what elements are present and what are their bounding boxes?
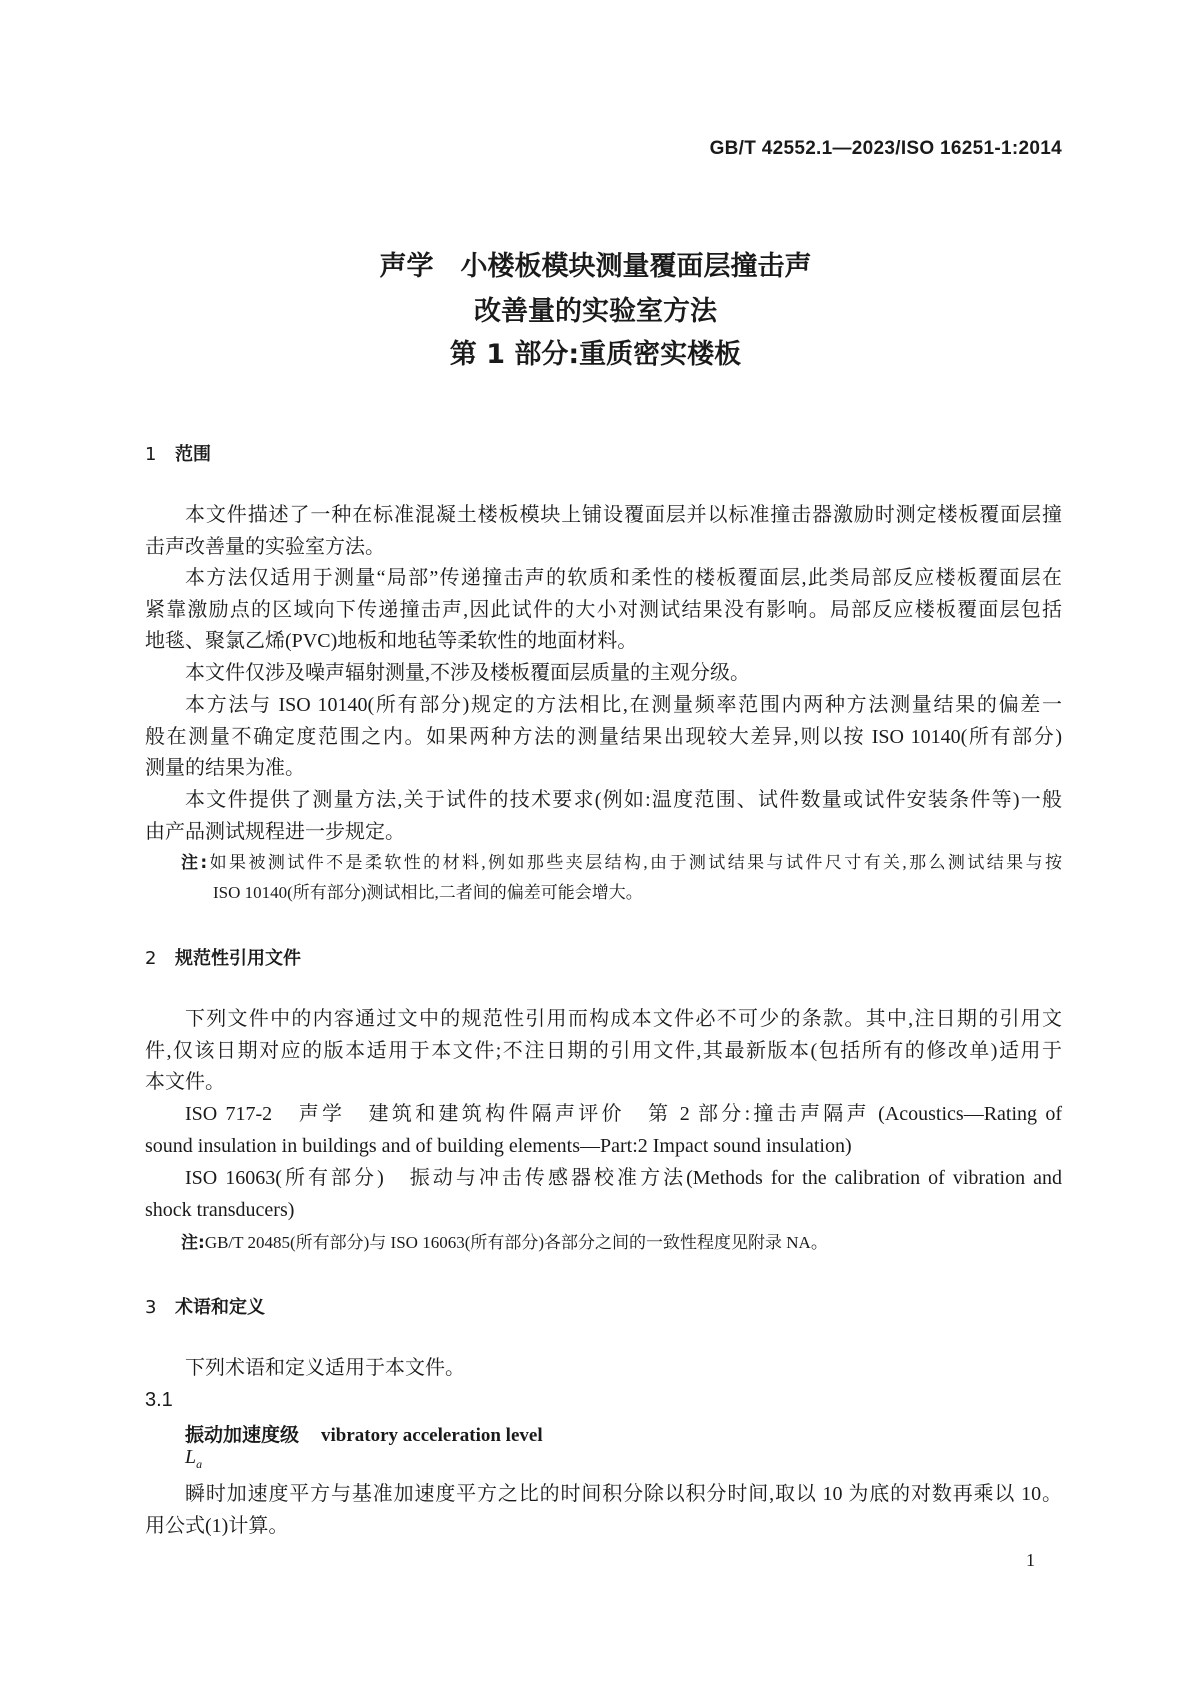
- text-line: 紧靠激励点的区域向下传递撞击声,因此试件的大小对测试结果没有影响。局部反应楼板覆面层包括: [145, 598, 1062, 621]
- term-definition: [145, 1479, 1062, 1542]
- section-2-heading: [145, 944, 301, 970]
- section-1-paragraph-2: [145, 563, 1062, 658]
- page-number: 1: [1026, 1550, 1035, 1570]
- text-line: 如果被测试件不是柔软性的材料,例如那些夹层结构,由于测试结果与试件尺寸有关,那么测试结果与按: [207, 853, 1062, 872]
- text-line: ISO 717-2 声学 建筑和建筑构件隔声评价 第 2 部分:撞击声隔声 (Acoustics—Rating of: [185, 1103, 1062, 1125]
- symbol-subscript: a: [196, 1457, 203, 1471]
- section-number: 2: [145, 948, 157, 969]
- section-1-paragraph-5: [145, 785, 1062, 848]
- symbol-main: L: [185, 1446, 197, 1468]
- text-line: 本文件提供了测量方法,关于试件的技术要求(例如:温度范围、试件数量或试件安装条件等)一般: [185, 789, 1062, 811]
- text-line: 般在测量不确定度范围之内。如果两种方法的测量结果出现较大差异,则以按 ISO 10140(所有部分): [145, 725, 1062, 748]
- normative-reference-iso-16063: [145, 1163, 1062, 1226]
- term-entry: [185, 1420, 543, 1447]
- section-2-note: [181, 1228, 1062, 1258]
- section-1-paragraph-4: [145, 690, 1062, 785]
- section-1-note: [181, 848, 1062, 908]
- term-symbol: [185, 1446, 202, 1472]
- note-text: GB/T 20485(所有部分)与 ISO 16063(所有部分)各部分之间的一致性程度见附录 NA。: [204, 1233, 828, 1252]
- text-line: 本文件仅涉及噪声辐射测量,不涉及楼板覆面层质量的主观分级。: [185, 662, 750, 684]
- text-line: 由产品测试规程进一步规定。: [145, 820, 405, 843]
- standard-number-header: GB/T 42552.1—2023/ISO 16251-1:2014: [709, 138, 1062, 159]
- section-1-paragraph-1: [145, 500, 1062, 563]
- document-title-line-3: 第 1 部分:重质密实楼板: [449, 339, 742, 370]
- section-number: 1: [145, 444, 157, 465]
- text-line: 件,仅该日期对应的版本适用于本文件;不注日期的引用文件,其最新版本(包括所有的修改单)适用于: [145, 1039, 1062, 1062]
- note-label: 注:: [181, 853, 208, 873]
- section-title: 术语和定义: [175, 1297, 265, 1318]
- section-number: 3: [145, 1297, 157, 1318]
- normative-reference-iso-717-2: [145, 1099, 1062, 1162]
- text-line: ISO 10140(所有部分)测试相比,二者间的偏差可能会增大。: [213, 883, 643, 902]
- section-2-paragraph-1: [145, 1004, 1062, 1099]
- section-title: 范围: [175, 444, 211, 465]
- text-line: 击声改善量的实验室方法。: [145, 535, 385, 558]
- text-line: sound insulation in buildings and of building elements—Part:2 Impact sound insulation): [145, 1134, 852, 1157]
- text-line: 本文件描述了一种在标准混凝土楼板模块上铺设覆面层并以标准撞击器激励时测定楼板覆面层撞: [185, 504, 1062, 526]
- text-line: ISO 16063(所有部分) 振动与冲击传感器校准方法(Methods for the calibration of vibration and: [185, 1167, 1062, 1189]
- text-line: 本方法与 ISO 10140(所有部分)规定的方法相比,在测量频率范围内两种方法测量结果的偏差一: [185, 694, 1062, 716]
- section-3-heading: [145, 1293, 265, 1319]
- section-1-paragraph-3: [145, 658, 1062, 690]
- section-3-intro: [145, 1353, 1062, 1385]
- text-line: 本方法仅适用于测量“局部”传递撞击声的软质和柔性的楼板覆面层,此类局部反应楼板覆面层在: [185, 567, 1062, 589]
- text-line: 本文件。: [145, 1071, 225, 1093]
- section-title: 规范性引用文件: [175, 948, 301, 969]
- text-line: 瞬时加速度平方与基准加速度平方之比的时间积分除以积分时间,取以 10 为底的对数再乘以 10。: [185, 1483, 1062, 1505]
- term-english: vibratory acceleration level: [321, 1425, 543, 1446]
- document-title-line-1: 声学 小楼板模块测量覆面层撞击声: [379, 251, 812, 282]
- text-line: 下列术语和定义适用于本文件。: [185, 1357, 465, 1379]
- text-line: 下列文件中的内容通过文中的规范性引用而构成本文件必不可少的条款。其中,注日期的引用文: [185, 1008, 1062, 1030]
- section-1-heading: [145, 440, 211, 466]
- entry-number: 3.1: [145, 1389, 173, 1411]
- note-label: 注:: [181, 1233, 205, 1253]
- text-line: 测量的结果为准。: [145, 757, 305, 779]
- text-line: 用公式(1)计算。: [145, 1514, 289, 1537]
- text-line: 地毯、聚氯乙烯(PVC)地板和地毡等柔软性的地面材料。: [145, 630, 638, 652]
- text-line: shock transducers): [145, 1198, 295, 1221]
- term-chinese: 振动加速度级: [185, 1425, 300, 1446]
- document-title-line-2: 改善量的实验室方法: [474, 296, 717, 327]
